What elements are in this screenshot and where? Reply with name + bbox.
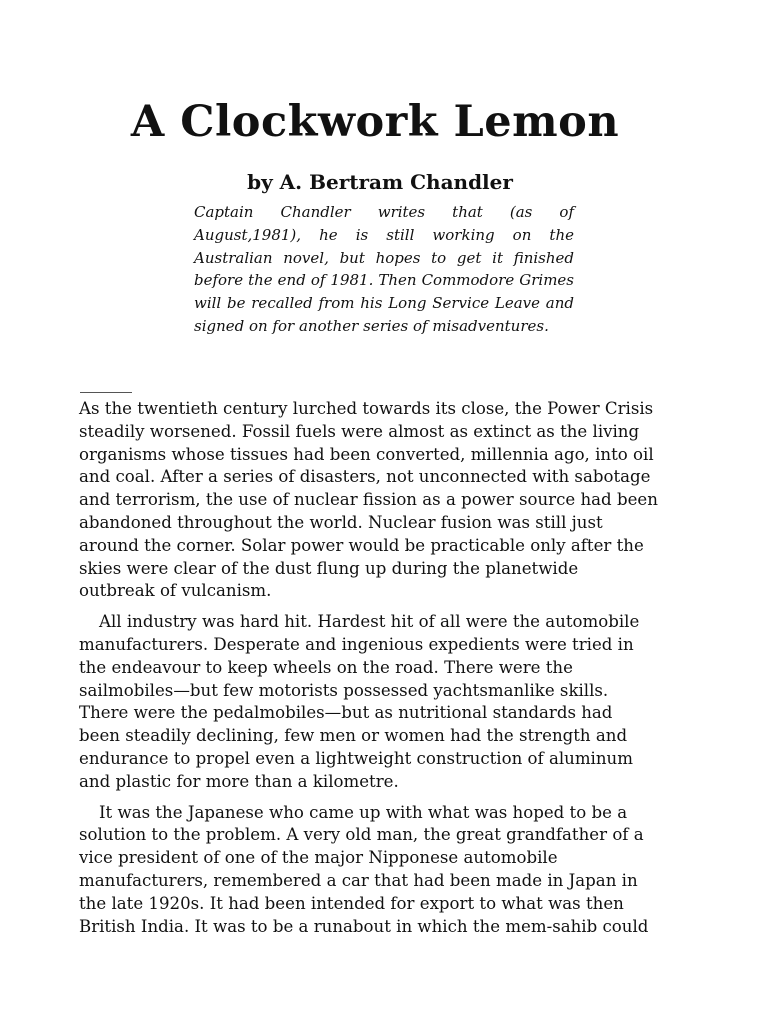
editorial-intro: Captain Chandler writes that (as of August,1981), he is still working on the Australian novel, but hopes to get it finished before the end of 1981. Then Commodore Grimes will be recalled from his Long Service Leave and signed on for another series of misadventures. xyxy=(194,203,574,335)
text-line: abandoned throughout the world. Nuclear fusion was still just xyxy=(79,512,603,532)
text-line: British India. It was to be a runabout in which the mem-sahib could xyxy=(79,916,649,936)
text-line: outbreak of vulcanism. xyxy=(79,581,272,601)
text-line: manufacturers. Desperate and ingenious expedients were tried in xyxy=(79,634,634,654)
text-line: skies were clear of the dust flung up during the planetwide xyxy=(79,558,579,578)
text-line: the late 1920s. It had been intended for export to what was then xyxy=(79,893,624,913)
text-line: There were the pedalmobiles—but as nutritional standards had xyxy=(79,703,613,723)
text-line: around the corner. Solar power would be practicable only after the xyxy=(79,535,644,555)
text-line: manufacturers, remembered a car that had been made in Japan in xyxy=(79,870,638,890)
text-line: and terrorism, the use of nuclear fission as a power source had been xyxy=(79,490,658,510)
paragraph-2 xyxy=(79,611,691,793)
text-line: steadily worsened. Fossil fuels were almost as extinct as the living xyxy=(79,421,640,441)
text-line: and coal. After a series of disasters, not unconnected with sabotage xyxy=(79,467,651,487)
text-line: It was the Japanese who came up with what was hoped to be a xyxy=(99,802,628,822)
text-line: All industry was hard hit. Hardest hit of all were the automobile xyxy=(99,612,640,632)
paragraph-3 xyxy=(79,802,691,939)
section-divider xyxy=(80,392,132,393)
story-body xyxy=(79,398,691,946)
text-line: vice president of one of the major Nipponese automobile xyxy=(79,848,558,868)
text-line: endurance to propel even a lightweight construction of aluminum xyxy=(79,748,633,768)
author-byline: by A. Bertram Chandler xyxy=(247,170,513,194)
text-line: As the twentieth century lurched towards its close, the Power Crisis xyxy=(79,399,654,418)
text-line: and plastic for more than a kilometre. xyxy=(79,771,399,791)
story-title: A Clockwork Lemon xyxy=(130,97,620,147)
paragraph-1 xyxy=(79,398,691,603)
text-line: the endeavour to keep wheels on the road. There were the xyxy=(79,657,573,677)
text-line: organisms whose tissues had been converted, millennia ago, into oil xyxy=(79,444,654,464)
text-line: sailmobiles—but few motorists possessed yachtsmanlike skills. xyxy=(79,680,609,700)
text-line: been steadily declining, few men or women had the strength and xyxy=(79,726,628,746)
text-line: solution to the problem. A very old man, the great grandfather of a xyxy=(79,825,644,845)
